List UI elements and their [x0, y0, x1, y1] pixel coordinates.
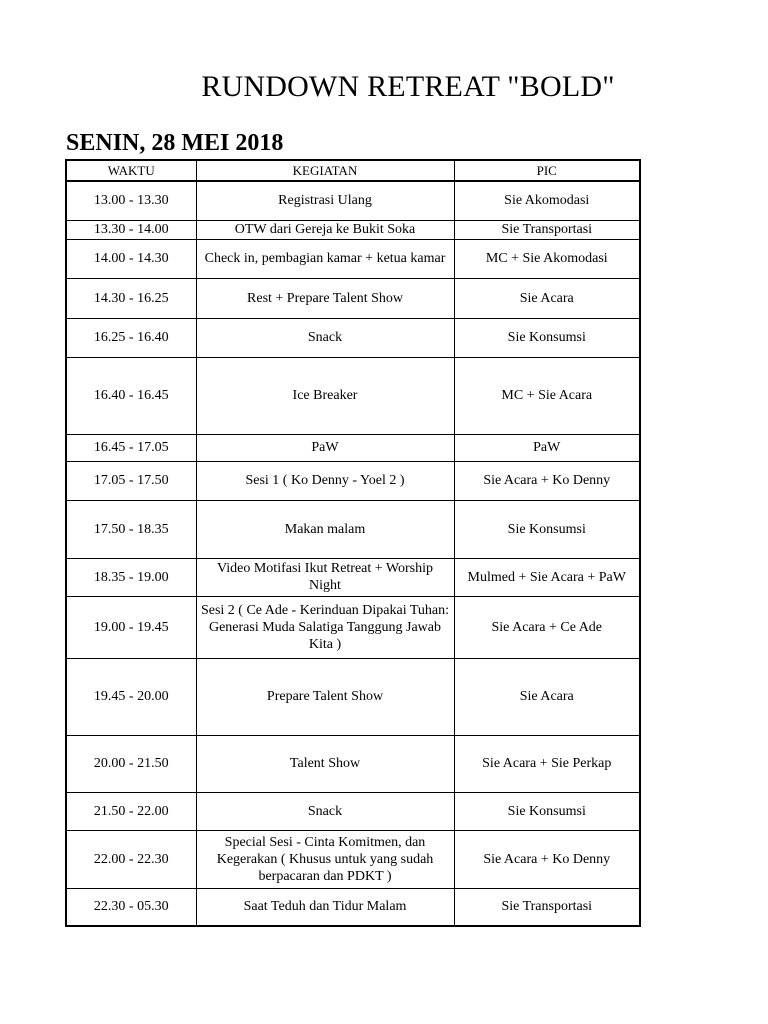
cell-waktu: 22.00 - 22.30 [66, 830, 196, 888]
table-row [66, 888, 640, 926]
cell-pic: Sie Akomodasi [454, 181, 640, 220]
header-row [66, 160, 640, 181]
table-body [66, 181, 640, 926]
table-row [66, 357, 640, 434]
schedule-table [65, 159, 641, 927]
cell-kegiatan: Sesi 2 ( Ce Ade - Kerinduan Dipakai Tuhan: Generasi Muda Salatiga Tanggung Jawab Kita ) [196, 596, 454, 658]
cell-pic: Sie Konsumsi [454, 500, 640, 558]
cell-waktu: 16.45 - 17.05 [66, 434, 196, 461]
cell-waktu: 14.30 - 16.25 [66, 278, 196, 318]
cell-pic: Sie Konsumsi [454, 318, 640, 357]
cell-kegiatan: Rest + Prepare Talent Show [196, 278, 454, 318]
cell-kegiatan: Saat Teduh dan Tidur Malam [196, 888, 454, 926]
table-row [66, 558, 640, 596]
cell-kegiatan: Special Sesi - Cinta Komitmen, dan Kegerakan ( Khusus untuk yang sudah berpacaran dan PDKT ) [196, 830, 454, 888]
cell-waktu: 13.30 - 14.00 [66, 220, 196, 239]
header-pic: PIC [454, 160, 640, 181]
day-heading: SENIN, 28 MEI 2018 [66, 130, 284, 156]
table-row [66, 461, 640, 500]
table-row [66, 434, 640, 461]
cell-kegiatan: Registrasi Ulang [196, 181, 454, 220]
table-row [66, 220, 640, 239]
cell-pic: Sie Acara [454, 658, 640, 735]
cell-waktu: 16.40 - 16.45 [66, 357, 196, 434]
cell-waktu: 17.50 - 18.35 [66, 500, 196, 558]
table-row [66, 181, 640, 220]
cell-waktu: 14.00 - 14.30 [66, 239, 196, 278]
cell-kegiatan: Makan malam [196, 500, 454, 558]
cell-kegiatan: PaW [196, 434, 454, 461]
cell-kegiatan: Check in, pembagian kamar + ketua kamar [196, 239, 454, 278]
table-row [66, 658, 640, 735]
cell-pic: Sie Konsumsi [454, 792, 640, 830]
cell-waktu: 19.45 - 20.00 [66, 658, 196, 735]
table-row [66, 792, 640, 830]
cell-kegiatan: OTW dari Gereja ke Bukit Soka [196, 220, 454, 239]
cell-kegiatan: Sesi 1 ( Ko Denny - Yoel 2 ) [196, 461, 454, 500]
cell-waktu: 16.25 - 16.40 [66, 318, 196, 357]
cell-waktu: 17.05 - 17.50 [66, 461, 196, 500]
cell-waktu: 22.30 - 05.30 [66, 888, 196, 926]
cell-waktu: 13.00 - 13.30 [66, 181, 196, 220]
cell-pic: Sie Acara + Ce Ade [454, 596, 640, 658]
table-row [66, 735, 640, 792]
header-kegiatan: KEGIATAN [196, 160, 454, 181]
cell-pic: Sie Acara + Ko Denny [454, 461, 640, 500]
cell-waktu: 21.50 - 22.00 [66, 792, 196, 830]
cell-pic: Sie Transportasi [454, 220, 640, 239]
cell-pic: Sie Acara + Sie Perkap [454, 735, 640, 792]
cell-pic: MC + Sie Acara [454, 357, 640, 434]
cell-pic: Sie Transportasi [454, 888, 640, 926]
table-row [66, 830, 640, 888]
document-title: RUNDOWN RETREAT "BOLD" [201, 70, 615, 103]
table-row [66, 500, 640, 558]
cell-kegiatan: Talent Show [196, 735, 454, 792]
table-row [66, 318, 640, 357]
cell-waktu: 19.00 - 19.45 [66, 596, 196, 658]
cell-waktu: 18.35 - 19.00 [66, 558, 196, 596]
header-waktu: WAKTU [66, 160, 196, 181]
cell-pic: MC + Sie Akomodasi [454, 239, 640, 278]
table-header [66, 160, 640, 181]
cell-kegiatan: Snack [196, 318, 454, 357]
cell-kegiatan: Video Motifasi Ikut Retreat + Worship Night [196, 558, 454, 596]
cell-pic: Mulmed + Sie Acara + PaW [454, 558, 640, 596]
cell-pic: Sie Acara + Ko Denny [454, 830, 640, 888]
cell-kegiatan: Prepare Talent Show [196, 658, 454, 735]
table-row [66, 239, 640, 278]
cell-kegiatan: Ice Breaker [196, 357, 454, 434]
cell-pic: PaW [454, 434, 640, 461]
table-row [66, 278, 640, 318]
cell-waktu: 20.00 - 21.50 [66, 735, 196, 792]
cell-pic: Sie Acara [454, 278, 640, 318]
cell-kegiatan: Snack [196, 792, 454, 830]
table-row [66, 596, 640, 658]
